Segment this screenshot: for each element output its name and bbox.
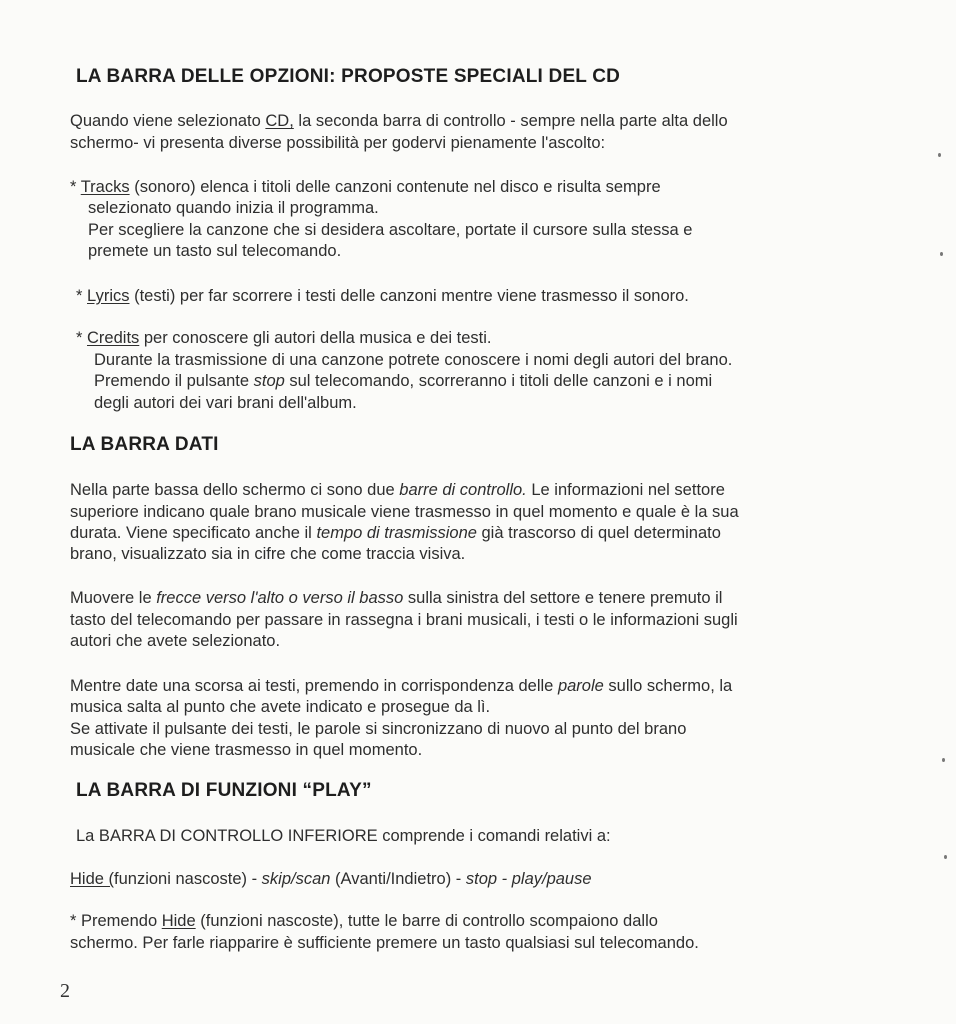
scan-speck [940, 252, 943, 256]
tracks-line-4: premete un tasto sul telecomando. [88, 242, 342, 260]
hide-note-post: (funzioni nascoste), tutte le barre di controllo scompaiono dallo [195, 912, 658, 930]
play-commands-line [70, 868, 592, 890]
hide-note-term: Hide [161, 912, 196, 930]
credits-line3-post: sul telecomando, scorreranno i titoli delle canzoni e i nomi [284, 372, 713, 390]
dati-p3-line-4: musicale che viene trasmesso in quel momento. [70, 741, 423, 759]
credits-term: Credits [87, 329, 140, 347]
tracks-line-1 [70, 176, 661, 198]
bullet-star: * [76, 329, 88, 347]
intro-text-pre: Quando viene selezionato [70, 112, 266, 130]
parole-term: parole [557, 677, 604, 695]
cd-term: CD, [265, 112, 294, 130]
tempo-term: tempo di trasmissione [316, 524, 477, 542]
stop-play-pause-term: stop - play/pause [465, 870, 592, 888]
tracks-line-2: selezionato quando inizia il programma. [88, 199, 379, 217]
credits-line-3 [94, 370, 712, 392]
section-title-dati: LA BARRA DATI [70, 434, 219, 455]
lyrics-line-1 [76, 285, 689, 307]
dati-p1-l3-pre: durata. Viene specificato anche il [70, 524, 317, 542]
section-title-opzioni: LA BARRA DELLE OPZIONI: PROPOSTE SPECIALI DEL CD [76, 66, 621, 87]
dati-p1-line-2: superiore indicano quale brano musicale viene trasmesso in quel momento e quale è la sua [70, 503, 739, 521]
hide-note-line-2: schermo. Per farle riapparire è sufficiente premere un tasto qualsiasi sul telecomando. [70, 934, 699, 952]
stop-term: stop [253, 372, 285, 390]
credits-text: per conoscere gli autori della musica e dei testi. [139, 329, 492, 347]
dati-p3-line-2: musica salta al punto che avete indicato e prosegue da lì. [70, 698, 491, 716]
tracks-term: Tracks [80, 178, 130, 196]
dati-p1-line-1 [70, 479, 725, 501]
dati-p2-line-3: autori che avete selezionato. [70, 632, 281, 650]
dati-p3-l1-pre: Mentre date una scorsa ai testi, premendo in corrispondenza delle [70, 677, 558, 695]
credits-line-2: Durante la trasmissione di una canzone potrete conoscere i nomi degli autori del brano. [94, 351, 733, 369]
intro-line-2: schermo- vi presenta diverse possibilità per godervi pienamente l'ascolto: [70, 134, 606, 152]
lyrics-text: (testi) per far scorrere i testi delle canzoni mentre viene trasmesso il sonoro. [129, 287, 689, 305]
play-intro: La BARRA DI CONTROLLO INFERIORE comprende i comandi relativi a: [76, 827, 611, 845]
scan-speck [938, 153, 941, 157]
hide-desc: funzioni nascoste) - [114, 870, 262, 888]
dati-p2-line-1 [70, 587, 722, 609]
bullet-star: * [70, 178, 81, 196]
hide-note-pre: * Premendo [70, 912, 162, 930]
hide-note-line-1 [70, 910, 658, 932]
section-title-play: LA BARRA DI FUNZIONI “PLAY” [76, 780, 372, 801]
dati-p1-line-4: brano, visualizzato sia in cifre che come traccia visiva. [70, 545, 466, 563]
credits-line-4: degli autori dei vari brani dell'album. [94, 394, 357, 412]
scan-speck [942, 758, 945, 762]
avanti-indietro-text: (Avanti/Indietro) - [330, 870, 466, 888]
dati-p3-line-3: Se attivate il pulsante dei testi, le parole si sincronizzano di nuovo al punto del brano [70, 720, 687, 738]
dati-p2-l1-pre: Muovere le [70, 589, 157, 607]
dati-p1-line-3 [70, 522, 721, 544]
dati-p2-l1-post: sulla sinistra del settore e tenere premuto il [403, 589, 723, 607]
dati-p3-line-1 [70, 675, 732, 697]
lyrics-term: Lyrics [87, 287, 130, 305]
hide-term: Hide ( [70, 870, 115, 888]
intro-text-post: la seconda barra di controllo - sempre nella parte alta dello [293, 112, 728, 130]
scan-speck [944, 855, 947, 859]
barre-term: barre di controllo. [399, 481, 527, 499]
tracks-text: (sonoro) elenca i titoli delle canzoni contenute nel disco e risulta sempre [129, 178, 661, 196]
intro-line-1 [70, 110, 728, 132]
bullet-star: * [76, 287, 88, 305]
tracks-line-3: Per scegliere la canzone che si desidera ascoltare, portate il cursore sulla stessa e [88, 221, 693, 239]
credits-line3-pre: Premendo il pulsante [94, 372, 254, 390]
dati-p3-l1-post: sullo schermo, la [603, 677, 733, 695]
dati-p1-l3-post: già trascorso di quel determinato [476, 524, 721, 542]
page-number: 2 [60, 980, 70, 1002]
credits-line-1 [76, 327, 491, 349]
skip-scan-term: skip/scan [261, 870, 331, 888]
frecce-term: frecce verso l'alto o verso il basso [156, 589, 404, 607]
dati-p1-l1-pre: Nella parte bassa dello schermo ci sono due [70, 481, 400, 499]
dati-p1-l1-post: Le informazioni nel settore [526, 481, 725, 499]
dati-p2-line-2: tasto del telecomando per passare in rassegna i brani musicali, i testi o le informazioni sugli [70, 611, 738, 629]
